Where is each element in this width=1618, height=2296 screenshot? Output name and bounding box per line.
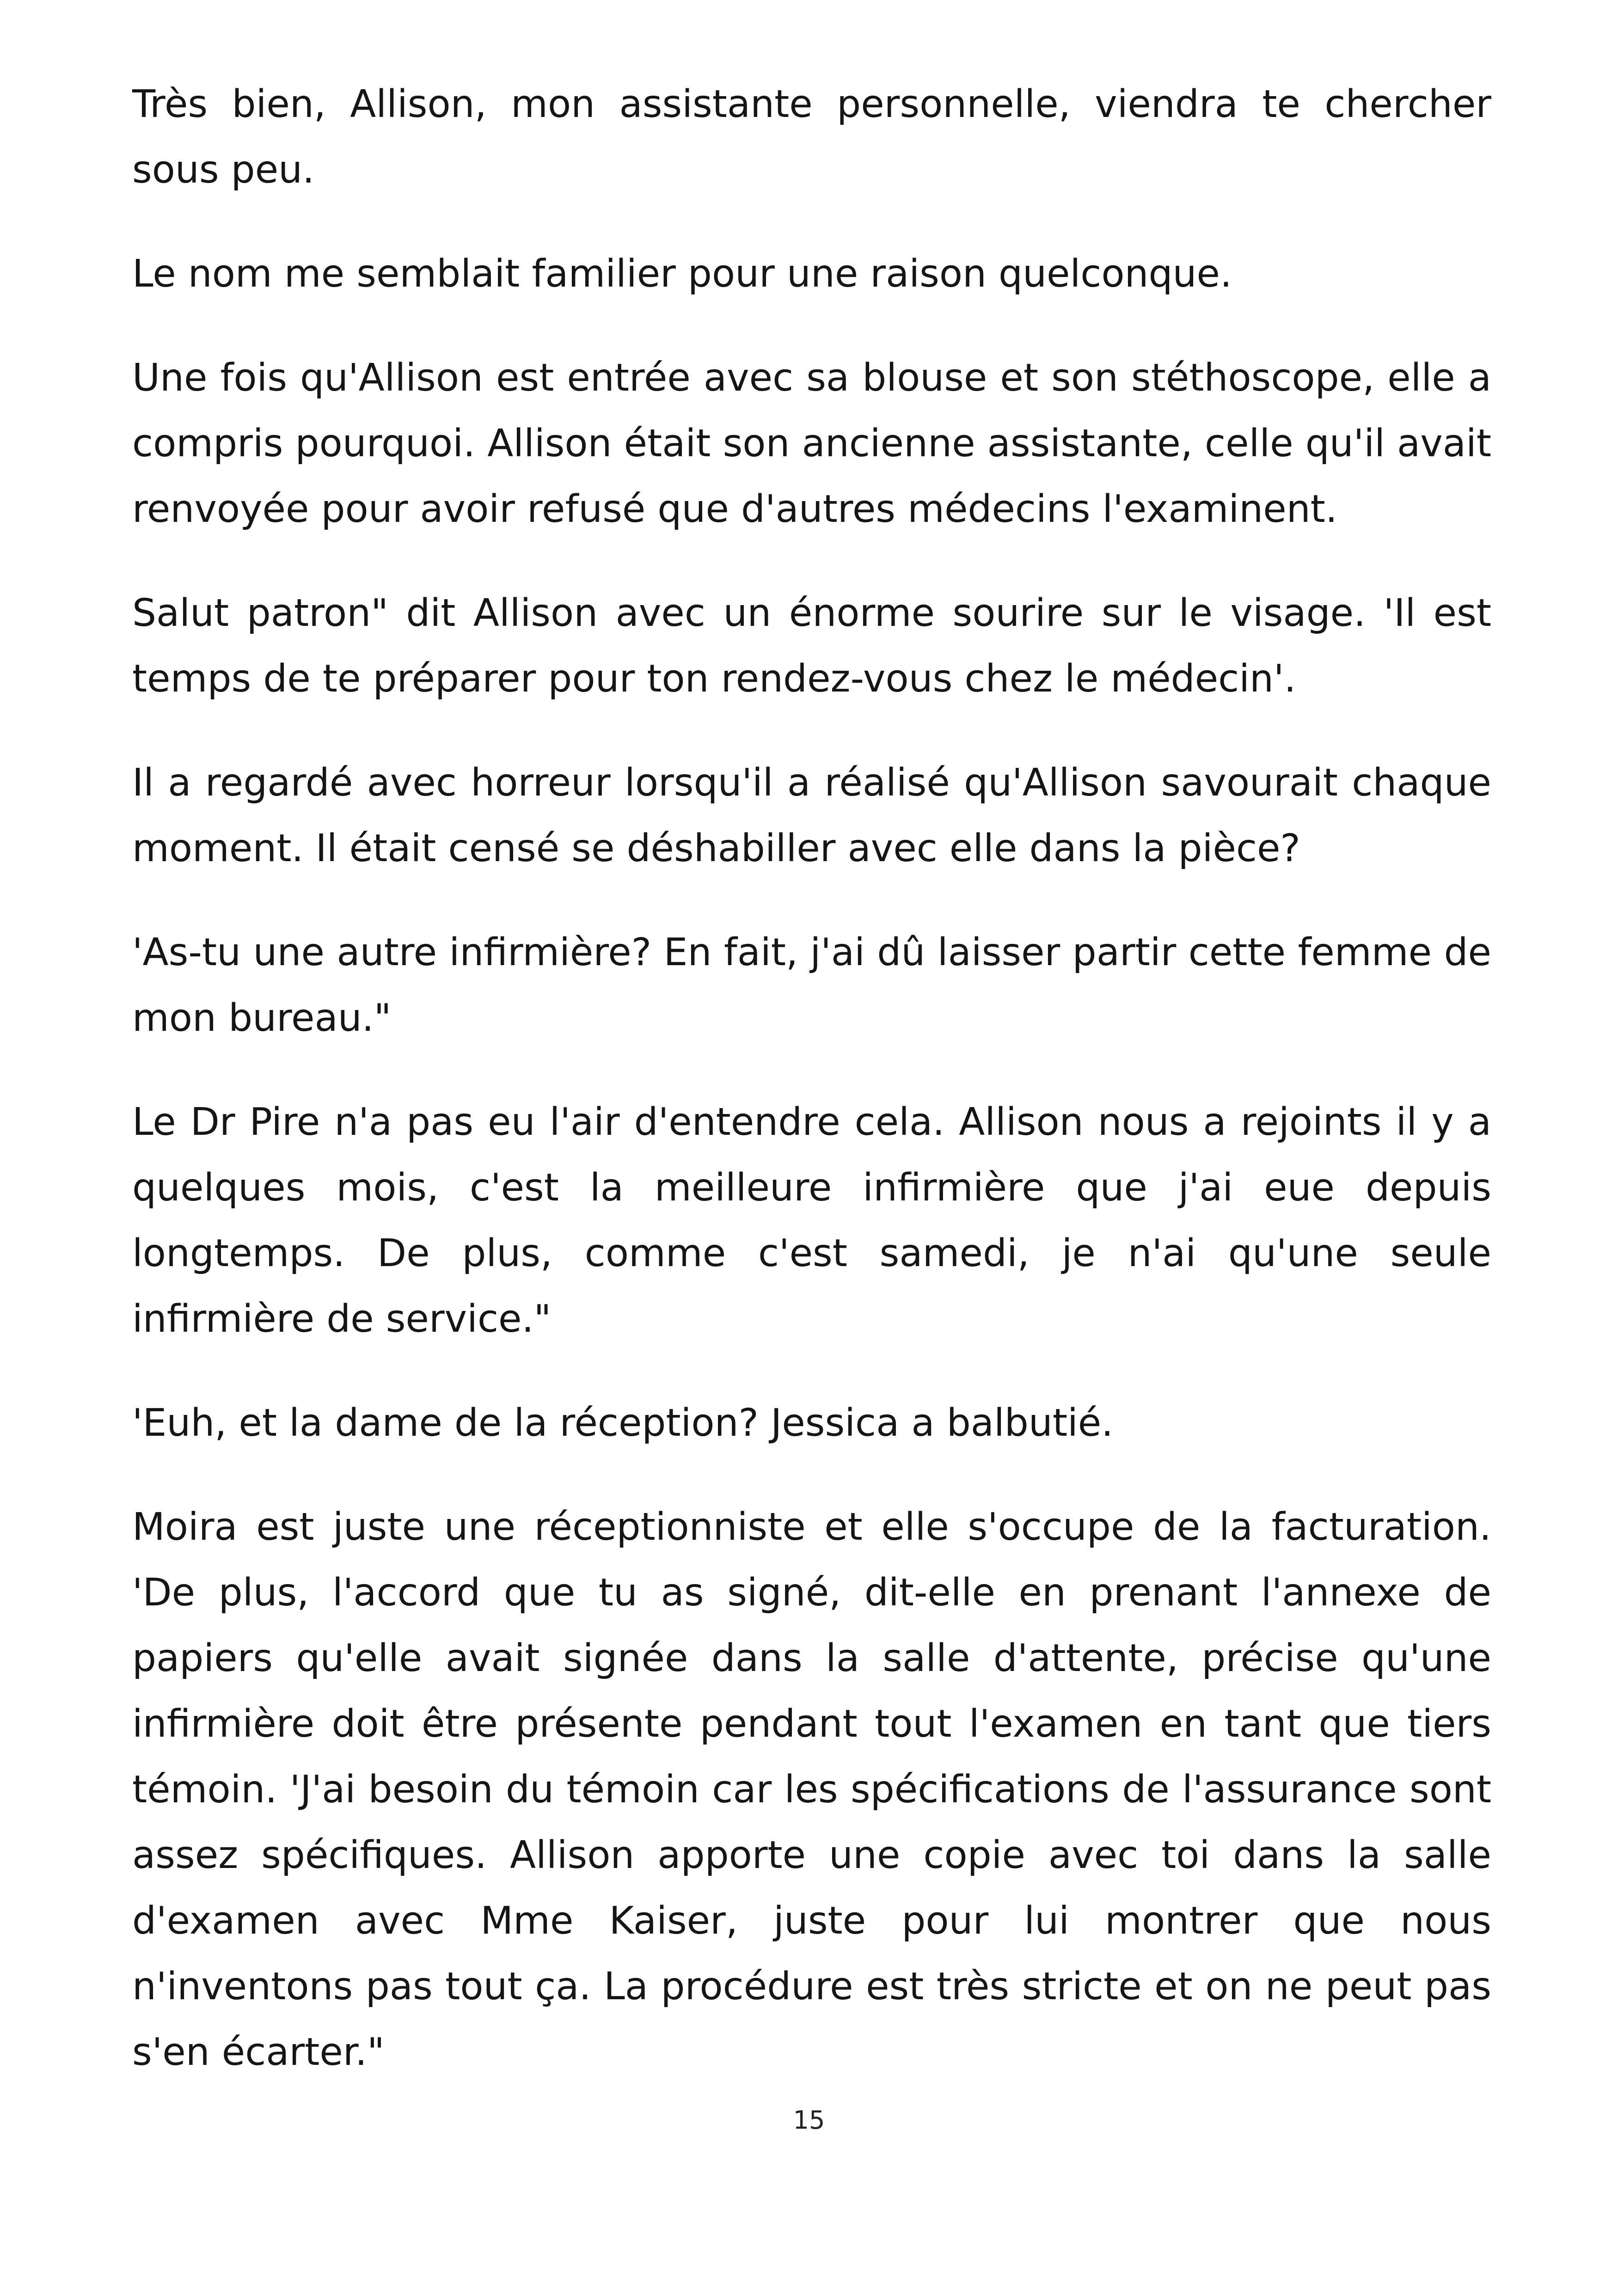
paragraph: Il a regardé avec horreur lorsqu'il a réalisé qu'Allison savourait chaque moment. Il était censé se déshabiller avec elle dans la pièce? — [132, 761, 1491, 870]
paragraph: 'As-tu une autre infirmière? En fait, j'ai dû laisser partir cette femme de mon bureau." — [132, 931, 1491, 1040]
paragraph: Moira est juste une réceptionniste et elle s'occupe de la facturation. 'De plus, l'accord que tu as signé, dit-elle en prenant l'annexe de papiers qu'elle avait signée dans la salle d'attente, précise qu'une infirmière doit être présente pendant tout l'examen en tant que tiers témoin. 'J'ai besoin du témoin car les spécifications de l'assurance sont assez spécifiques. Allison apporte une copie avec toi dans la salle d'examen avec Mme Kaiser, juste pour lui montrer que nous n'inventons pas tout ça. La procédure est très stricte et on ne peut pas s'en écarter." — [132, 1505, 1491, 2074]
paragraph: Le Dr Pire n'a pas eu l'air d'entendre cela. Allison nous a rejoints il y a quelques mois, c'est la meilleure infirmière que j'ai eue depuis longtemps. De plus, comme c'est samedi, je n'ai qu'une seule infirmière de service." — [132, 1100, 1491, 1341]
page-number: 15 — [793, 2106, 825, 2135]
body-text — [132, 72, 1491, 2124]
paragraph: Le nom me semblait familier pour une raison quelconque. — [132, 252, 1232, 296]
paragraph: Une fois qu'Allison est entrée avec sa blouse et son stéthoscope, elle a compris pourquoi. Allison était son ancienne assistante, celle qu'il avait renvoyée pour avoir refusé que d'autres médecins l'examinent. — [132, 356, 1491, 531]
paragraph: Très bien, Allison, mon assistante personnelle, viendra te chercher sous peu. — [132, 82, 1491, 192]
paragraph: 'Euh, et la dame de la réception? Jessica a balbutié. — [132, 1401, 1114, 1445]
paragraph: Salut patron" dit Allison avec un énorme sourire sur le visage. 'Il est temps de te préparer pour ton rendez-vous chez le médecin'. — [132, 591, 1491, 701]
